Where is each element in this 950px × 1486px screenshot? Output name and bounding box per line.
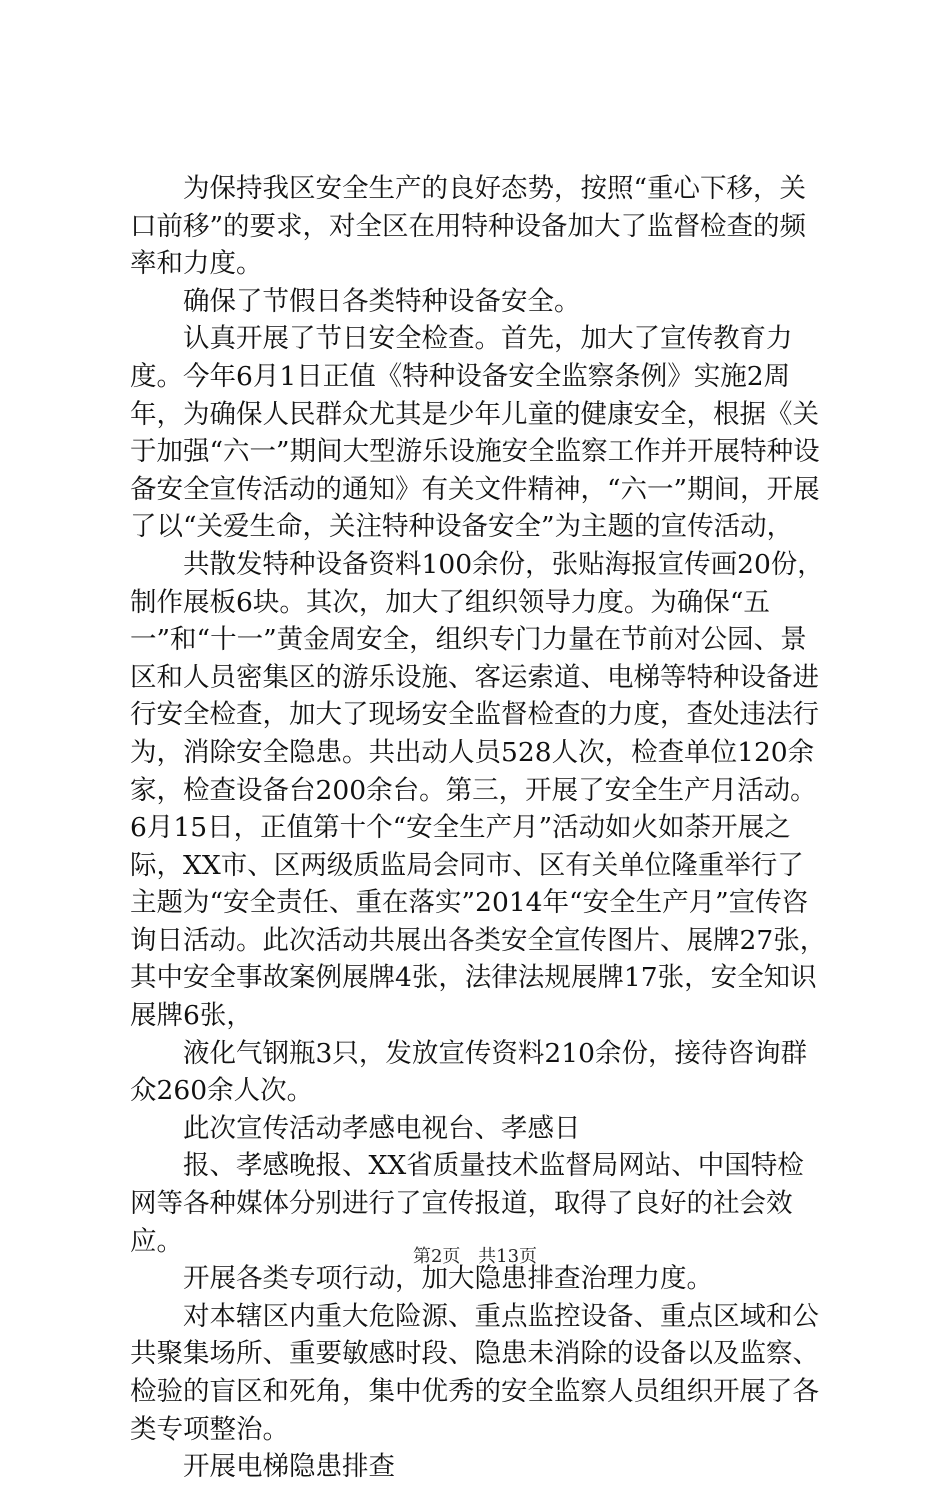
paragraph: 为保持我区安全生产的良好态势，按照“重心下移，关口前移”的要求，对全区在用特种设备加大了监督检查的频率和力度。 xyxy=(130,173,807,280)
paragraph: 确保了节假日各类特种设备安全。 xyxy=(183,285,581,317)
page-number: 第2页 xyxy=(412,1246,461,1267)
page-total: 共13页 xyxy=(478,1246,538,1267)
paragraph: 对本辖区内重大危险源、重点监控设备、重点区域和公共聚集场所、重要敏感时段、隐患未消除的设备以及监察、检验的盲区和死角，集中优秀的安全监察人员组织开展了各类专项整治。 xyxy=(130,1300,819,1445)
document-body xyxy=(130,170,830,1486)
paragraph: 报、孝感晚报、XX省质量技术监督局网站、中国特检网等各种媒体分别进行了宣传报道，取得了良好的社会效应。 xyxy=(130,1150,804,1257)
paragraph: 认真开展了节日安全检查。首先，加大了宣传教育力度。今年6月1日正值《特种设备安全监察条例》实施2周年，为确保人民群众尤其是少年儿童的健康安全，根据《关于加强“六一”期间大型游乐设施安全监察工作并开展特种设备安全宣传活动的通知》有关文件精神，“六一”期间，开展了以“关爱生命，关注特种设备安全”为主题的宣传活动， xyxy=(130,323,820,543)
paragraph: 液化气钢瓶3只，发放宣传资料210余份，接待咨询群众260余人次。 xyxy=(130,1037,807,1107)
paragraph: 开展各类专项行动，加大隐患排查治理力度。 xyxy=(183,1263,713,1295)
paragraph: 此次宣传活动孝感电视台、孝感日 xyxy=(183,1112,581,1144)
paragraph: 共散发特种设备资料100余份，张贴海报宣传画20份，制作展板6块。其次，加大了组织领导力度。为确保“五一”和“十一”黄金周安全，组织专门力量在节前对公园、景区和人员密集区的游乐设施、客运索道、电梯等特种设备进行安全检查，加大了现场安全监督检查的力度，查处违法行为，消除安全隐患。共出动人员528人次，检查单位120余家，检查设备台200余台。第三，开展了安全生产月活动。6月15日，正值第十个“安全生产月”活动如火如荼开展之际，XX市、区两级质监局会同市、区有关单位隆重举行了主题为“安全责任、重在落实”2014年“安全生产月”宣传咨询日活动。此次活动共展出各类安全宣传图片、展牌27张，其中安全事故案例展牌4张，法律法规展牌17张，安全知识展牌6张， xyxy=(130,548,827,1032)
paragraph: 开展电梯隐患排查 xyxy=(183,1451,395,1483)
page-footer xyxy=(0,1242,950,1268)
